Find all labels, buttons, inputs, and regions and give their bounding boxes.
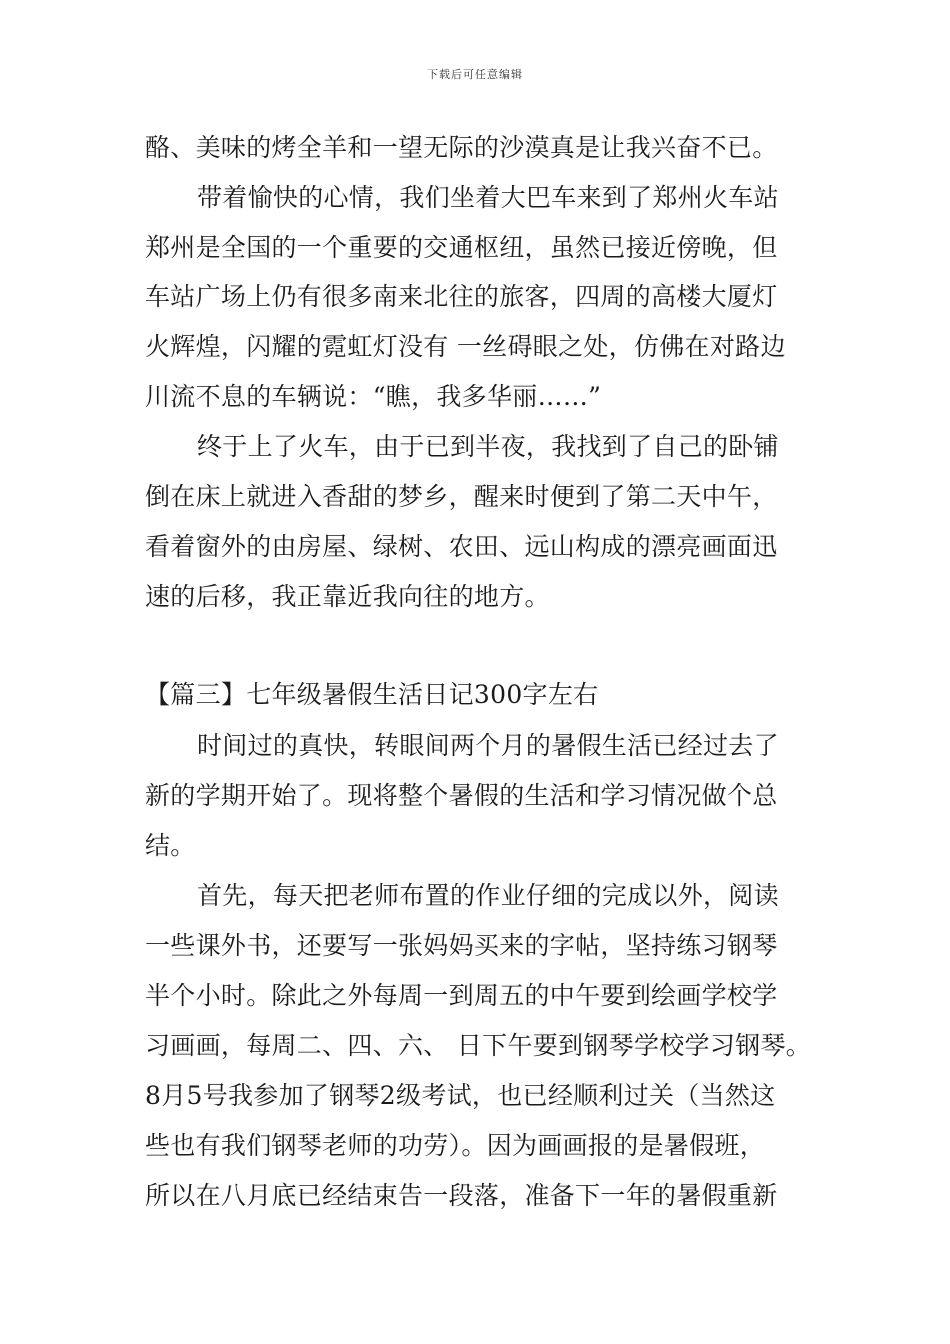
paragraph-line: 所以在八月底已经结束告一段落，准备下一年的暑假重新 [145, 1181, 778, 1210]
paragraph-line: 郑州是全国的一个重要的交通枢纽，虽然已接近傍晚，但 [145, 233, 778, 262]
paragraph-line: 火辉煌，闪耀的霓虹灯没有 一丝碍眼之处，仿佛在对路边 [145, 332, 786, 361]
section-heading: 【篇三】七年级暑假生活日记300字左右 [145, 680, 599, 709]
paragraph-line: 速的后移，我正靠近我向往的地方。 [145, 582, 550, 611]
paragraph-line: 一些课外书，还要写一张妈妈买来的字帖，坚持练习钢琴 [145, 931, 778, 960]
paragraph-line: 8月5号我参加了钢琴2级考试，也已经顺利过关（当然这 [145, 1081, 776, 1110]
paragraph-line: 些也有我们钢琴老师的功劳）。因为画画报的是暑假班， [145, 1131, 766, 1160]
paragraph-line: 酪、美味的烤全羊和一望无际的沙漠真是让我兴奋不已。 [145, 133, 778, 162]
paragraph-line: 倒在床上就进入香甜的梦乡，醒来时便到了第二天中午， [145, 482, 778, 511]
paragraph-line: 车站广场上仍有很多南来北往的旅客，四周的高楼大厦灯 [145, 282, 778, 311]
paragraph-line: 半个小时。除此之外每周一到周五的中午要到绘画学校学 [145, 981, 778, 1010]
paragraph-line: 新的学期开始了。现将整个暑假的生活和学习情况做个总 [145, 781, 778, 810]
paragraph-line: 习画画，每周二、四、六、 日下午要到钢琴学校学习钢琴。 [145, 1031, 812, 1060]
paragraph-line: 看着窗外的由房屋、绿树、农田、远山构成的漂亮画面迅 [145, 532, 778, 561]
paragraph-line: 川流不息的车辆说：“瞧，我多华丽……” [145, 382, 602, 411]
paragraph-line: 终于上了火车，由于已到半夜，我找到了自己的卧铺 [197, 432, 779, 461]
paragraph-line: 首先，每天把老师布置的作业仔细的完成以外，阅读 [197, 881, 779, 910]
header-note: 下载后可任意编辑 [427, 68, 523, 81]
paragraph-line: 时间过的真快，转眼间两个月的暑假生活已经过去了 [197, 731, 779, 760]
paragraph-line: 带着愉快的心情，我们坐着大巴车来到了郑州火车站 [197, 183, 779, 212]
paragraph-line: 结。 [145, 831, 196, 860]
